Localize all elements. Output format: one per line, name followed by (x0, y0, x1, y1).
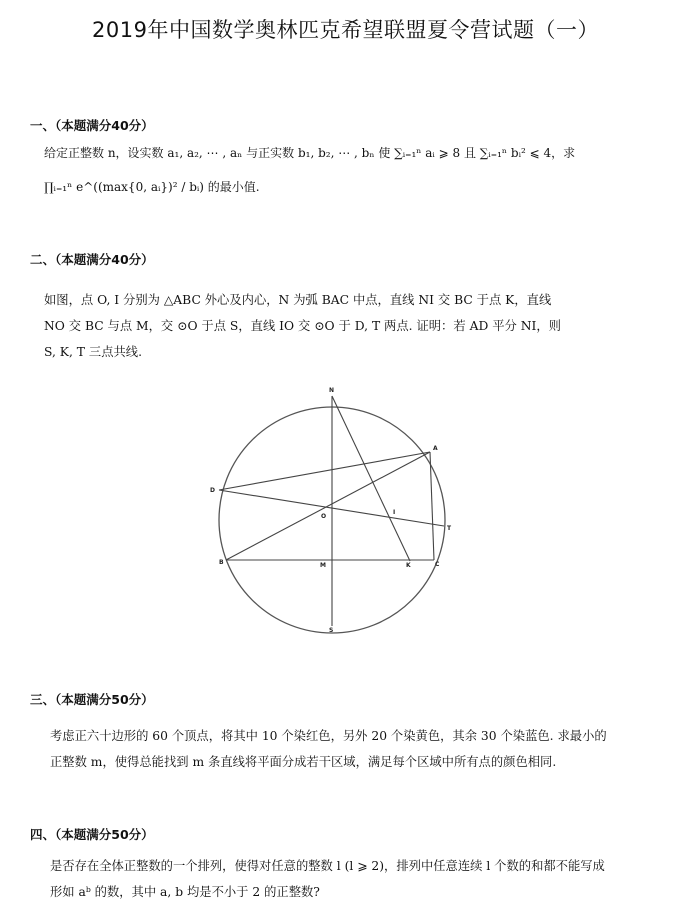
label-S: S (329, 627, 334, 634)
section-1-line-1: 给定正整数 n，设实数 a₁, a₂, ⋯ , aₙ 与正实数 b₁, b₂, ⋯ , bₙ 使 ∑ᵢ₌₁ⁿ aᵢ ⩾ 8 且 ∑ᵢ₌₁ⁿ bᵢ² ⩽ 4，求 (44, 146, 576, 160)
section-4-line-1: 是否存在全体正整数的一个排列，使得对任意的整数 l (l ⩾ 2)，排列中任意连续 l 个数的和都不能写成 (50, 859, 605, 873)
label-D: D (210, 487, 215, 494)
section-2-line-3: S, K, T 三点共线. (44, 345, 143, 359)
page-title: 2019年中国数学奥林匹克希望联盟夏令营试题（一） (92, 18, 599, 42)
label-B: B (219, 559, 224, 566)
label-K: K (406, 562, 411, 569)
section-1-heading: 一、（本题满分40分） (30, 118, 154, 133)
label-I: I (393, 509, 396, 516)
geometry-figure (198, 380, 478, 640)
label-M: M (320, 562, 326, 569)
section-2-heading: 二、（本题满分40分） (30, 252, 154, 267)
section-3-line-1: 考虑正六十边形的 60 个顶点，将其中 10 个染红色，另外 20 个染黄色，其余 30 个染蓝色. 求最小的 (50, 729, 607, 743)
line-AB (226, 452, 430, 560)
label-C: C (435, 561, 440, 568)
section-4-heading: 四、（本题满分50分） (30, 827, 154, 842)
section-4-line-2: 形如 aᵇ 的数，其中 a, b 均是不小于 2 的正整数? (50, 885, 320, 899)
section-1-line-2: ∏ᵢ₌₁ⁿ e^((max{0, aᵢ})² / bᵢ) 的最小值. (44, 180, 260, 194)
line-DA (219, 452, 430, 490)
section-3-line-2: 正整数 m，使得总能找到 m 条直线将平面分成若干区域，满足每个区域中所有点的颜色相同. (50, 755, 557, 769)
section-2-line-2: NO 交 BC 与点 M，交 ⊙O 于点 S，直线 IO 交 ⊙O 于 D, T 两点. 证明：若 AD 平分 NI，则 (44, 319, 561, 333)
label-A: A (433, 445, 438, 452)
label-N: N (329, 387, 335, 394)
section-2-line-1: 如图，点 O, I 分别为 △ABC 外心及内心，N 为弧 BAC 中点，直线 NI 交 BC 于点 K，直线 (44, 293, 552, 307)
section-3-heading: 三、（本题满分50分） (30, 692, 154, 707)
line-NK (332, 396, 410, 561)
label-O: O (321, 513, 327, 520)
label-T: T (447, 525, 452, 532)
